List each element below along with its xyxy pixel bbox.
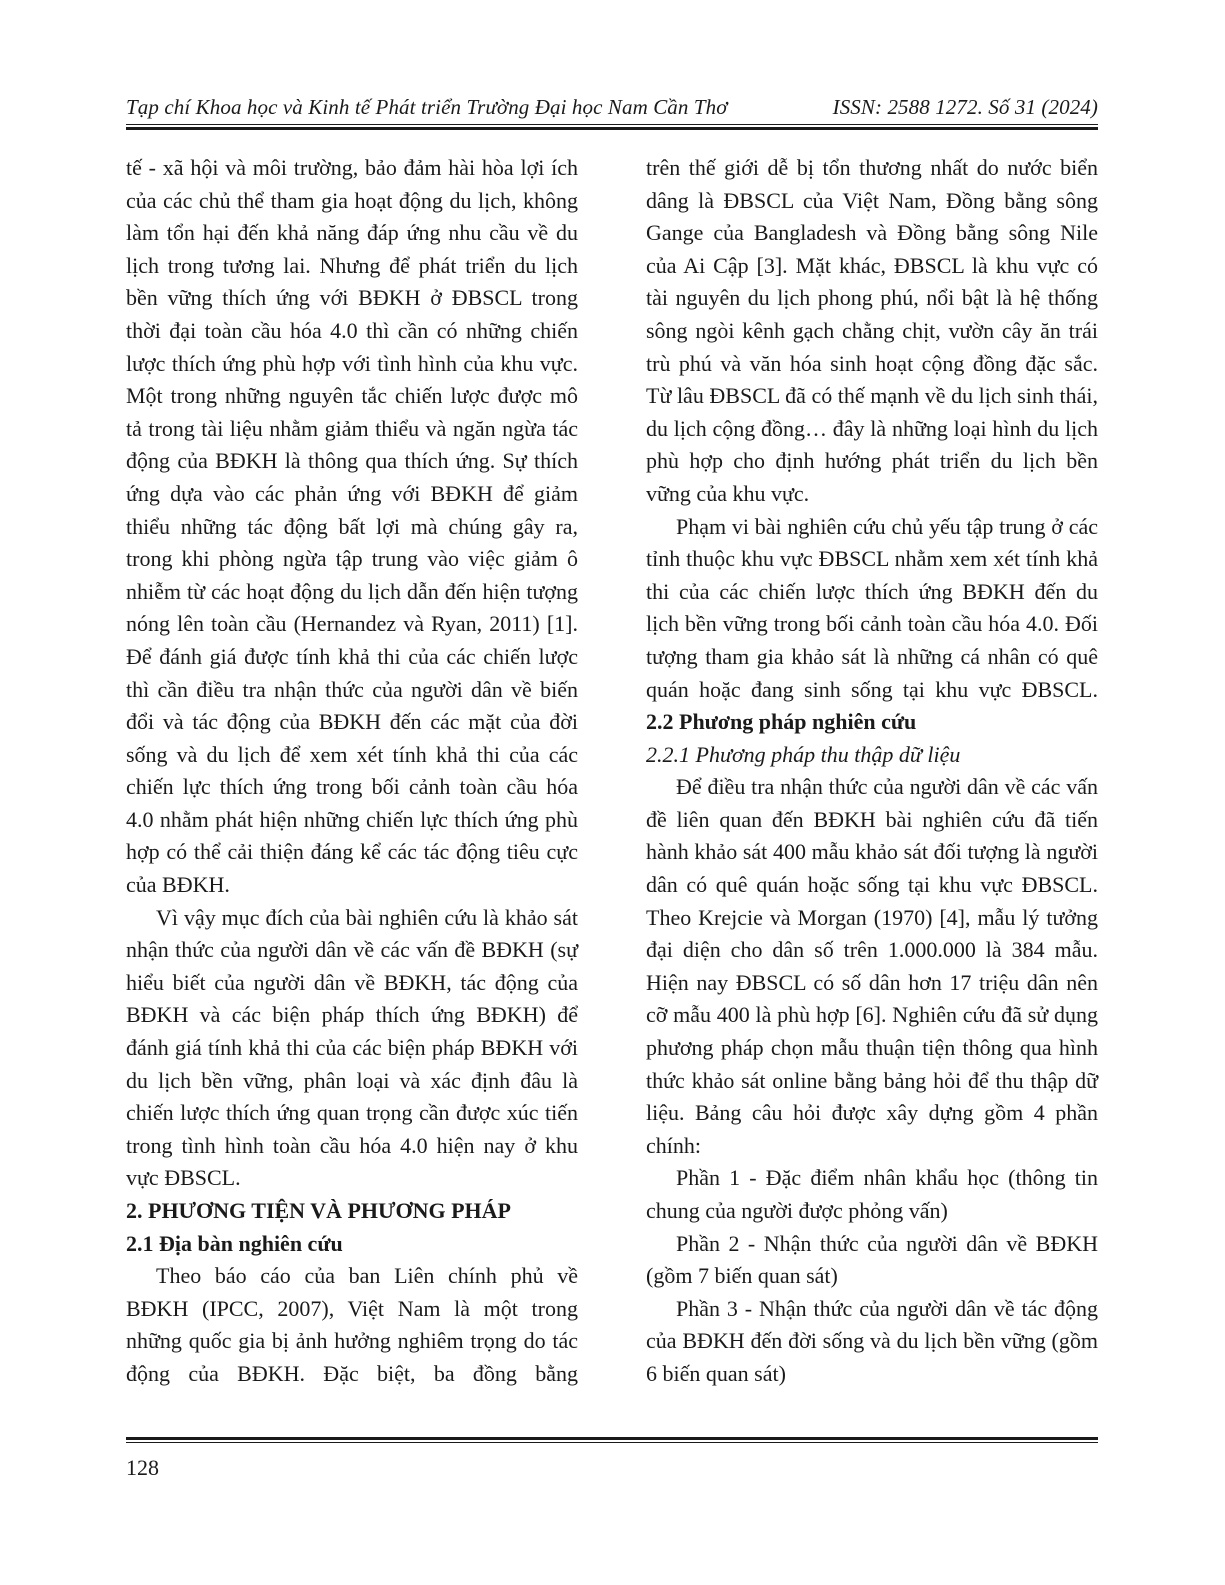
right-paragraph-2: Phạm vi bài nghiên cứu chủ yếu tập trung ở các tỉnh thuộc khu vực ĐBSCL nhằm xem xét tính khả thi của các chiến lược thích ứng BĐKH đến du lịch bền vững trong bối cảnh toàn cầu hóa 4.0. Đối tượng tham gia khảo sát là những cá nhân có quê quán hoặc đang sinh sống tại khu vực ĐBSCL. <box>646 513 1098 702</box>
footer-rule-thick <box>126 1437 1098 1440</box>
left-paragraph-3: Theo báo cáo của ban Liên chính phủ về BĐKH (IPCC, 2007), Việt Nam là một trong những quốc gia bị ảnh hưởng nghiêm trọng do tác động của BĐKH. Đặc biệt, ba đồng bằng <box>126 1263 578 1386</box>
subsection-heading-2-2: 2.2 Phương pháp nghiên cứu <box>646 709 917 735</box>
questionnaire-part-1: Phần 1 - Đặc điểm nhân khẩu học (thông tin chung của người được phỏng vấn) <box>646 1165 1098 1223</box>
left-paragraph-1: tế - xã hội và môi trường, bảo đảm hài hòa lợi ích của các chủ thể tham gia hoạt động du lịch, không làm tổn hại đến khả năng đáp ứng nhu cầu về du lịch trong tương lai. Nhưng để phát triển du lịch bền vững thích ứng với BĐKH ở ĐBSCL trong thời đại toàn cầu hóa 4.0 thì cần có những chiến lược thích ứng phù hợp với tình hình của khu vực. Một trong những nguyên tắc chiến lược được mô tả trong tài liệu nhằm giảm thiểu và ngăn ngừa tác động của BĐKH là thông qua thích ứng. Sự thích ứng dựa vào các phản ứng với BĐKH để giảm thiểu những tác động bất lợi mà chúng gây ra, trong khi phòng ngừa tập trung vào việc giảm ô nhiễm từ các hoạt động du lịch dẫn đến hiện tượng nóng lên toàn cầu (Hernandez và Ryan, 2011) [1]. Để đánh giá được tính khả thi của các chiến lược thì cần điều tra nhận thức của người dân về biến đổi và tác động của BĐKH đến các mặt của đời sống và du lịch để xem xét tính khả thi của các chiến lực thích ứng trong bối cảnh toàn cầu hóa 4.0 nhằm phát hiện những chiến lực thích ứng phù hợp có thể cải thiện đáng kể các tác động tiêu cực của BĐKH. <box>126 155 578 898</box>
right-paragraph-3: Để điều tra nhận thức của người dân về các vấn đề liên quan đến BĐKH bài nghiên cứu đã tiến hành khảo sát 400 mẫu khảo sát đối tượng là người dân có quê quán hoặc sống tại khu vực ĐBSCL. Theo Krejcie và Morgan (1970) [4], mẫu lý tưởng đại diện cho dân số trên 1.000.000 là 384 mẫu. Hiện nay ĐBSCL có số dân hơn 17 triệu dân nên cỡ mẫu 400 là phù hợp [6]. Nghiên cứu đã sử dụng phương pháp chọn mẫu thuận tiện thông qua hình thức khảo sát online bằng bảng hỏi để thu thập dữ liệu. Bảng câu hỏi được xây dựng gồm 4 phần chính: <box>646 774 1098 1158</box>
left-paragraph-2: Vì vậy mục đích của bài nghiên cứu là khảo sát nhận thức của người dân về các vấn đề BĐKH (sự hiểu biết của người dân về BĐKH, tác động của BĐKH và các biện pháp thích ứng BĐKH) để đánh giá tính khả thi của các biện pháp BĐKH với du lịch bền vững, phân loại và xác định đâu là chiến lược thích ứng quan trọng cần được xúc tiến trong tình hình toàn cầu hóa 4.0 hiện nay ở khu vực ĐBSCL. <box>126 904 578 1191</box>
subsection-heading-2-1: 2.1 Địa bàn nghiên cứu <box>126 1230 343 1256</box>
page-number: 128 <box>126 1455 159 1480</box>
left-column <box>126 152 578 1391</box>
header-rule-thick <box>126 127 1098 130</box>
footer-rule-thin <box>126 1442 1098 1443</box>
journal-title: Tạp chí Khoa học và Kinh tế Phát triển Trường Đại học Nam Cần Thơ <box>126 95 728 119</box>
right-column <box>646 152 1098 1391</box>
right-paragraph-1: trên thế giới dễ bị tổn thương nhất do nước biển dâng là ĐBSCL của Việt Nam, Đồng bằng sông Gange của Bangladesh và Đồng bằng sông Nile của Ai Cập [3]. Mặt khác, ĐBSCL là khu vực có tài nguyên du lịch phong phú, nổi bật là hệ thống sông ngòi kênh gạch chằng chịt, vườn cây ăn trái trù phú và văn hóa sinh hoạt cộng đồng đặc sắc. Từ lâu ĐBSCL đã có thế mạnh về du lịch sinh thái, du lịch cộng đồng… đây là những loại hình du lịch phù hợp cho định hướng phát triển du lịch bền vững của khu vực. <box>646 155 1098 506</box>
running-header <box>126 86 1098 120</box>
subsection-heading-2-2-1: 2.2.1 Phương pháp thu thập dữ liệu <box>646 741 961 767</box>
section-heading-2: 2. PHƯƠNG TIỆN VÀ PHƯƠNG PHÁP <box>126 1198 511 1223</box>
issn-info: ISSN: 2588 1272. Số 31 (2024) <box>832 95 1098 119</box>
header-rule-thin <box>126 124 1098 125</box>
questionnaire-part-3: Phần 3 - Nhận thức của người dân về tác động của BĐKH đến đời sống và du lịch bền vững (gồm 6 biến quan sát) <box>646 1295 1098 1386</box>
questionnaire-part-2: Phần 2 - Nhận thức của người dân về BĐKH (gồm 7 biến quan sát) <box>646 1230 1098 1289</box>
